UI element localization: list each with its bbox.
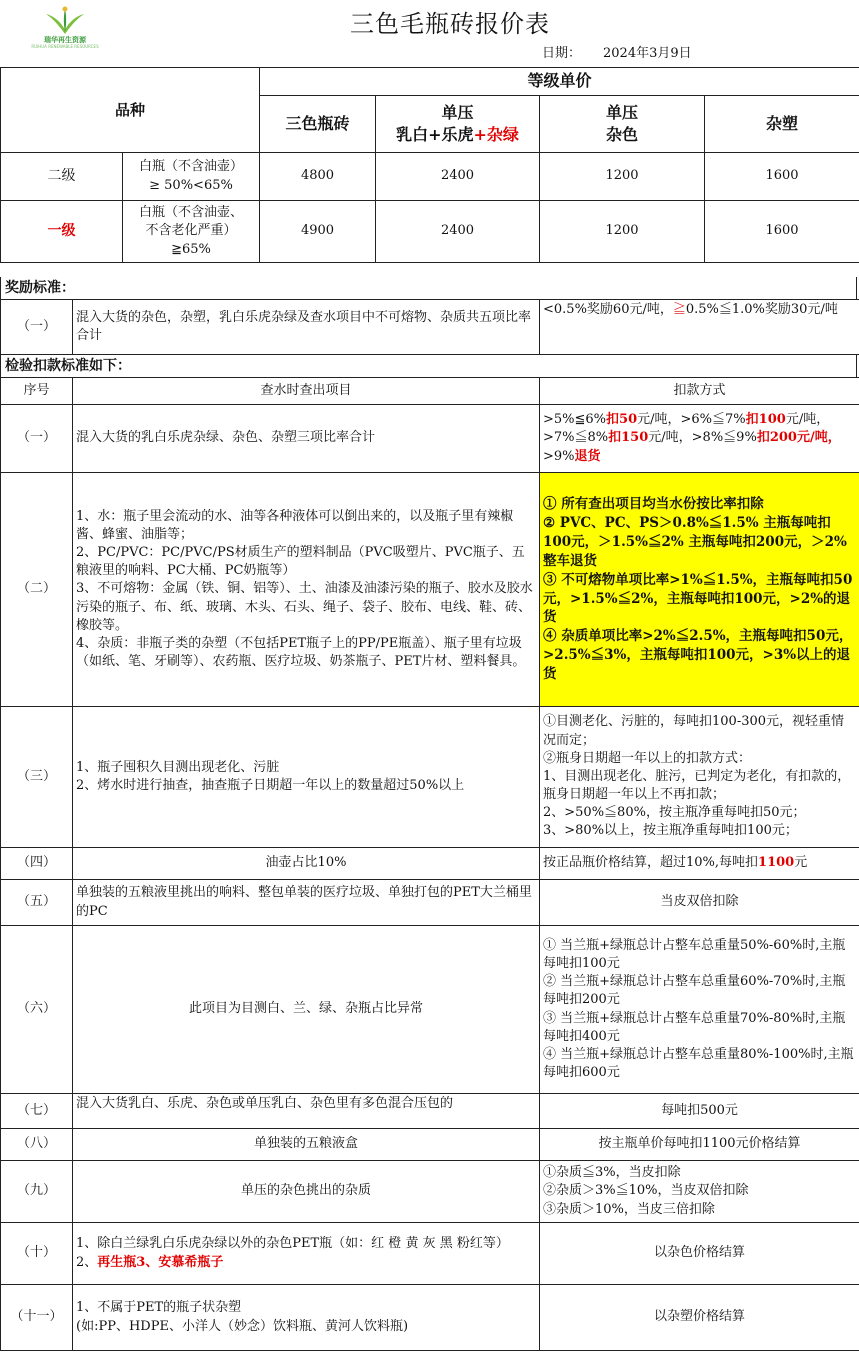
table-row [1,1285,859,1351]
date-line [542,42,692,61]
table-row [1,1129,859,1161]
row-index: （一） [1,405,73,473]
row-method: 以杂塑价格结算 [540,1285,859,1351]
reward-section-label: 奖励标准： [0,277,857,299]
row-method: >5%≦6%扣50元/吨，>6%≦7%扣100元/吨，>7%≦8%扣150元/吨，>8%≦9%扣200元/吨，>9%退货 [540,405,859,473]
row-method: ①杂质≦3%，当皮扣除 ②杂质＞3%≦10%，当皮双倍扣除 ③杂质＞10%，当皮三倍扣除 [540,1161,859,1223]
table-row [1,880,859,926]
row-item: 1、不属于PET的瓶子状杂塑 (如:PP、HDPE、小洋人（妙念）饮料瓶、黄河人饮料瓶) [73,1285,540,1351]
row-method: 按正品瓶价格结算，超过10%,每吨扣1100元 [540,848,859,880]
grade-cell: 一级 [1,201,123,263]
deduction-table [0,377,859,1351]
report-header [0,0,859,66]
grade-price-header: 等级单价 [260,68,859,96]
row-method: ① 当兰瓶+绿瓶总计占整车总重量50%-60%时,主瓶每吨扣100元 ② 当兰瓶+绿瓶总计占整车总重量60%-70%时,主瓶每吨扣200元 ③ 当兰瓶+绿瓶总计占整车总重量70%-80%时,主瓶每吨扣400元 ④ 当兰瓶+绿瓶总计占整车总重量80%-100%时,主瓶每吨扣600元 [540,926,859,1094]
col-header-index: 序号 [1,378,73,405]
table-row [1,473,859,707]
grade-desc: 白瓶（不含油壶、 不含老化严重） ≧65% [123,201,260,263]
row-item: 混入大货的乳白乐虎杂绿、杂色、杂塑三项比率合计 [73,405,540,473]
table-row [1,707,859,848]
reward-index: （一） [1,300,73,355]
row-method: 当皮双倍扣除 [540,880,859,926]
table-row [1,405,859,473]
row-method: 以杂色价格结算 [540,1223,859,1285]
price-cell: 1600 [705,201,859,263]
row-item: 1、除白兰绿乳白乐虎杂绿以外的杂色PET瓶（如：红 橙 黄 灰 黑 粉红等） 2、再生瓶3、安慕希瓶子 [73,1223,540,1285]
row-item: 1、水：瓶子里会流动的水、油等各种液体可以倒出来的，以及瓶子里有辣椒酱、蜂蜜、油脂等； 2、PC/PVC：PC/PVC/PS材质生产的塑料制品（PVC吸塑片、PVC瓶子、五粮液里的响料、PC大桶、PC奶瓶等） 3、不可熔物：金属（铁、铜、铝等）、土、油漆及油漆污染的瓶子、胶水及胶水污染的瓶子、布、纸、玻璃、木头、石头、绳子、袋子、胶布、电线、鞋、砖、橡胶等。 4、杂质：非瓶子类的杂塑（不包括PET瓶子上的PP/PE瓶盖）、瓶子里有垃圾（如纸、笔、牙刷等）、农药瓶、医疗垃圾、奶茶瓶子、PET片材、塑料餐具。 [73,473,540,707]
col-header-mixed-plastic: 杂塑 [705,96,859,153]
reward-rule: <0.5%奖励60元/吨，≧0.5%≦1.0%奖励30元/吨 [540,300,859,355]
row-index: （六） [1,926,73,1094]
reward-table [0,299,859,355]
price-cell: 2400 [376,201,540,263]
price-table [0,67,859,263]
row-item: 此项目为目测白、兰、绿、杂瓶占比异常 [73,926,540,1094]
table-row [1,926,859,1094]
row-index: （三） [1,707,73,848]
col-header-method: 扣款方式 [540,378,859,405]
page-title: 三色毛瓶砖报价表 [350,10,550,38]
table-row [1,153,859,201]
row-item: 单压的杂色挑出的杂质 [73,1161,540,1223]
row-method: 每吨扣500元 [540,1094,859,1129]
variety-header: 品种 [1,68,260,153]
grade-cell: 二级 [1,153,123,201]
date-label: 日期： [542,46,582,61]
row-item: 1、瓶子囤积久目测出现老化、污脏 2、烤水时进行抽查，抽查瓶子日期超一年以上的数量超过50%以上 [73,707,540,848]
grade-desc: 白瓶（不含油壶） ≥ 50%<65% [123,153,260,201]
row-index: （八） [1,1129,73,1161]
col-header-single-press-mixed: 单压 杂色 [540,96,705,153]
row-index: （七） [1,1094,73,1129]
row-index: （四） [1,848,73,880]
col-header-tricolor: 三色瓶砖 [260,96,376,153]
deduction-section-label: 检验扣款标准如下： [0,355,857,377]
row-item: 单独装的五粮液盒 [73,1129,540,1161]
row-method: ①目测老化、污脏的，每吨扣100-300元，视轻重情况而定； ②瓶身日期超一年以上的扣款方式： 1、目测出现老化、脏污，已判定为老化，有扣款的，瓶身日期超一年以上不再扣款； 2、>50%≦80%，按主瓶净重每吨扣50元； 3、>80%以上，按主瓶净重每吨扣100元； [540,707,859,848]
price-cell: 1600 [705,153,859,201]
logo-name: 瑞华再生资源 [44,36,86,44]
price-cell: 1200 [540,153,705,201]
price-cell: 2400 [376,153,540,201]
table-row [1,848,859,880]
date-value: 2024年3月9日 [603,46,692,61]
row-index: （九） [1,1161,73,1223]
price-cell: 4900 [260,201,376,263]
row-index: （五） [1,880,73,926]
row-item: 混入大货乳白、乐虎、杂色或单压乳白、杂色里有多色混合压包的 [73,1094,540,1129]
row-index: （十一） [1,1285,73,1351]
row-method-highlighted: ① 所有查出项目均当水份按比率扣除 ② PVC、PC、PS＞0.8%≦1.5% 主瓶每吨扣100元，＞1.5%≦2% 主瓶每吨扣200元，＞2% 整车退货 ③ 不可熔物单项比率>1%≦1.5%，主瓶每吨扣50元，>1.5%≦2%，主瓶每吨扣100元，>2%的退货 ④ 杂质单项比率>2%≦2.5%，主瓶每吨扣50元，>2.5%≦3%，主瓶每吨扣100元，>3%以上的退货 [540,473,859,707]
table-row [1,1094,859,1129]
table-row [1,201,859,263]
col-header-single-press-white: 单压 乳白+乐虎+杂绿 [376,96,540,153]
table-row [1,1161,859,1223]
price-cell: 1200 [540,201,705,263]
reward-item: 混入大货的杂色，杂塑，乳白乐虎杂绿及查水项目中不可熔物、杂质共五项比率合计 [73,300,540,355]
row-item: 单独装的五粮液里挑出的响料、整包单装的医疗垃圾、单独打包的PET大兰桶里的PC [73,880,540,926]
col-header-item: 查水时查出项目 [73,378,540,405]
row-item: 油壶占比10% [73,848,540,880]
row-index: （二） [1,473,73,707]
price-cell: 4800 [260,153,376,201]
row-index: （十） [1,1223,73,1285]
logo-subtitle: RUIHUA RENEWABLE RESOURCES [31,44,99,49]
row-method: 按主瓶单价每吨扣1100元价格结算 [540,1129,859,1161]
table-row [1,1223,859,1285]
